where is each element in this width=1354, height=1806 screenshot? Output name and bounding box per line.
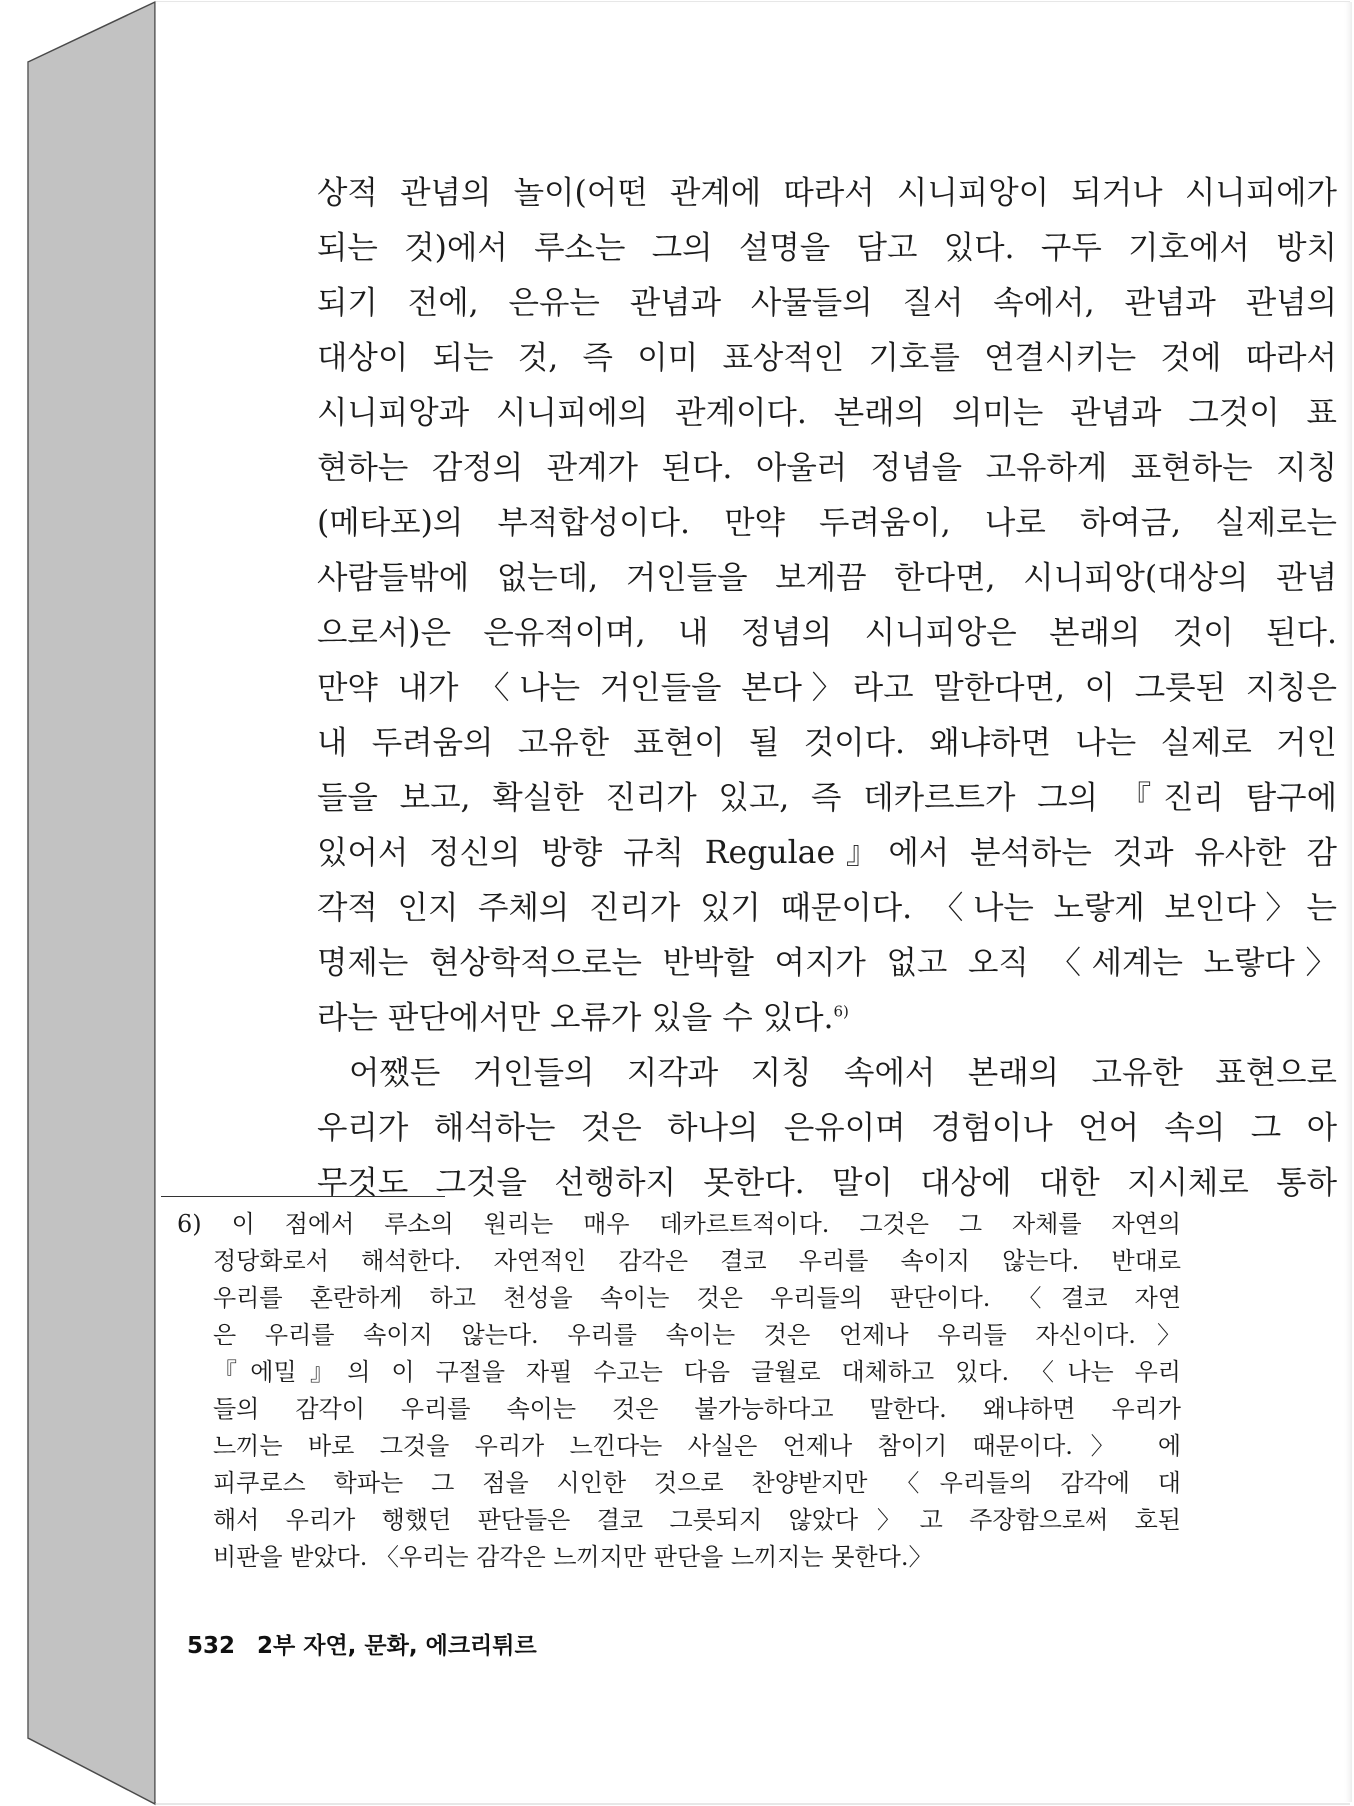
text-line: 들을 보고, 확실한 진리가 있고, 즉 데카르트가 그의 『진리 탐구에 xyxy=(317,780,1337,816)
paragraph-start-line: 어쨌든 거인들의 지각과 지칭 속에서 본래의 고유한 표현으로 xyxy=(349,1055,1337,1091)
page-footer xyxy=(187,1626,537,1666)
running-head: 2부 자연, 문화, 에크리튀르 xyxy=(257,1633,537,1659)
text-line: 대상이 되는 것, 즉 이미 표상적인 기호를 연결시키는 것에 따라서 xyxy=(317,340,1337,376)
text-line: 상적 관념의 놀이(어떤 관계에 따라서 시니피앙이 되거나 시니피에가 xyxy=(317,175,1337,211)
text-line: 현하는 감정의 관계가 된다. 아울러 정념을 고유하게 표현하는 지칭 xyxy=(317,450,1337,486)
footnote-ref: 6) xyxy=(833,1002,849,1021)
text-line: 명제는 현상학적으로는 반박할 여지가 없고 오직 〈세계는 노랗다〉 xyxy=(317,945,1337,981)
footnote-line: 『에밀』의 이 구절을 자필 수고는 다음 글월로 대체하고 있다. 〈나는 우리 xyxy=(213,1358,1181,1386)
text-line: 무것도 그것을 선행하지 못한다. 말이 대상에 대한 지시체로 통하 xyxy=(317,1165,1337,1201)
text-line: 으로서)은 은유적이며, 내 정념의 시니피앙은 본래의 것이 된다. xyxy=(317,615,1337,651)
text-line: 있어서 정신의 방향 규칙 Regulae』에서 분석하는 것과 유사한 감 xyxy=(317,835,1337,871)
text-line: 우리가 해석하는 것은 하나의 은유이며 경험이나 언어 속의 그 아 xyxy=(317,1110,1337,1146)
footnote-line: 정당화로서 해석한다. 자연적인 감각은 결코 우리를 속이지 않는다. 반대로 xyxy=(213,1247,1181,1275)
text-line: 사람들밖에 없는데, 거인들을 보게끔 한다면, 시니피앙(대상의 관념 xyxy=(317,560,1337,596)
text-line: 되기 전에, 은유는 관념과 사물들의 질서 속에서, 관념과 관념의 xyxy=(317,285,1337,321)
text-line: (메타포)의 부적합성이다. 만약 두려움이, 나로 하여금, 실제로는 xyxy=(317,505,1337,541)
footnote-divider xyxy=(161,1196,445,1197)
footnote-line: 들의 감각이 우리를 속이는 것은 불가능하다고 말한다. 왜냐하면 우리가 xyxy=(213,1395,1181,1423)
text-line: 내 두려움의 고유한 표현이 될 것이다. 왜냐하면 나는 실제로 거인 xyxy=(317,725,1337,761)
footnote-line: 느끼는 바로 그것을 우리가 느낀다는 사실은 언제나 참이기 때문이다.〉 에 xyxy=(213,1432,1181,1460)
footnote-line: 은 우리를 속이지 않는다. 우리를 속이는 것은 언제나 우리들 자신이다.〉 xyxy=(213,1321,1181,1349)
text-line: 되는 것)에서 루소는 그의 설명을 담고 있다. 구두 기호에서 방치 xyxy=(317,230,1337,266)
footnote-line: 6) 이 점에서 루소의 원리는 매우 데카르트적이다. 그것은 그 자체를 자연의 xyxy=(177,1210,1181,1238)
page-number: 532 xyxy=(187,1633,236,1659)
main-text xyxy=(317,166,1337,1211)
footnote-line: 비판을 받았다. 〈우리는 감각은 느끼지만 판단을 느끼지는 못한다.〉 xyxy=(213,1543,933,1571)
text-line: 라는 판단에서만 오류가 있을 수 있다. xyxy=(317,1000,834,1036)
footnote-line: 피쿠로스 학파는 그 점을 시인한 것으로 찬양받지만 〈우리들의 감각에 대 xyxy=(213,1469,1181,1497)
text-line: 만약 내가 〈나는 거인들을 본다〉라고 말한다면, 이 그릇된 지칭은 xyxy=(317,670,1337,706)
text-line: 각적 인지 주체의 진리가 있기 때문이다. 〈나는 노랗게 보인다〉는 xyxy=(317,890,1337,926)
footnote-line: 우리를 혼란하게 하고 천성을 속이는 것은 우리들의 판단이다. 〈결코 자연 xyxy=(213,1284,1181,1312)
footnote xyxy=(177,1206,1181,1576)
text-line: 시니피앙과 시니피에의 관계이다. 본래의 의미는 관념과 그것이 표 xyxy=(317,395,1337,431)
footnote-line: 해서 우리가 행했던 판단들은 결코 그릇되지 않았다〉고 주장함으로써 호된 xyxy=(213,1506,1181,1534)
text-line-with-footnote xyxy=(317,991,1337,1046)
